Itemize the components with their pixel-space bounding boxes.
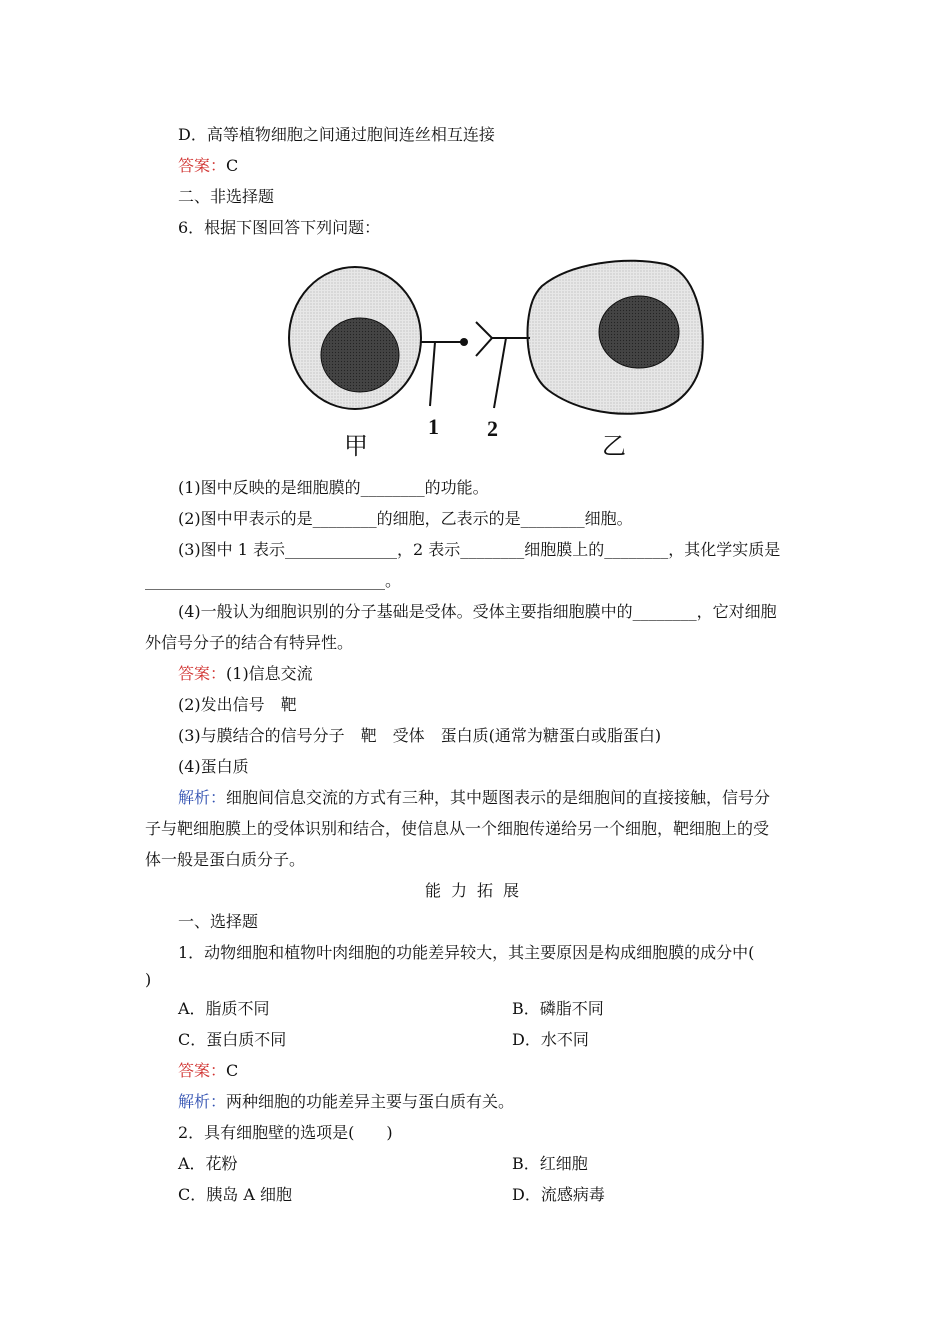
q6-part4-line1: (4)一般认为细胞识别的分子基础是受体。受体主要指细胞膜中的________，它对细胞 [178,602,777,621]
section-heading: 能力拓展 [424,881,529,900]
q1-answer-line [178,1061,238,1081]
nucleus-left [321,318,399,392]
q1-option-a: A．脂质不同 [178,999,270,1018]
question-6: 6．根据下图回答下列问题： [178,218,381,237]
answer-label: 答案： [178,156,227,175]
q1-analysis-label: 解析： [178,1092,227,1111]
q6-answer-4: (4)蛋白质 [178,757,249,776]
q6-answer-label: 答案： [178,664,227,683]
q1-answer-value: C [226,1061,239,1080]
section-subtitle: 一、选择题 [178,912,259,931]
pointer-1-label: 1 [428,414,439,439]
q6-part3-line2: ______________________________。 [145,571,402,590]
q6-analysis-text-1: 细胞间信息交流的方式有三种，其中题图表示的是细胞间的直接接触，信号分 [226,788,771,807]
cell-right-label: 乙 [602,432,626,460]
cell-left-label: 甲 [344,432,368,460]
q1-answer-label: 答案： [178,1061,227,1080]
q1-stem-line2: ) [145,970,152,989]
receptor [476,322,530,408]
q6-analysis-line1 [178,788,770,808]
q1-stem-line1: 1．动物细胞和植物叶肉细胞的功能差异较大，其主要原因是构成细胞膜的成分中( [178,943,755,962]
q1-analysis-line [178,1092,514,1112]
q2-stem: 2．具有细胞壁的选项是( ) [178,1123,393,1142]
nucleus-right [599,296,679,368]
q6-analysis-text-3: 体一般是蛋白质分子。 [145,850,306,869]
cell-left [289,267,421,409]
answer-value: C [226,156,239,175]
q6-answer-line1 [178,664,313,684]
q2-option-a: A．花粉 [178,1154,238,1173]
answer-line [178,156,238,176]
section-title: 二、非选择题 [178,187,275,206]
q1-option-c: C．蛋白质不同 [178,1030,287,1049]
q1-analysis-text: 两种细胞的功能差异主要与蛋白质有关。 [226,1092,515,1111]
q6-answer-3: (3)与膜结合的信号分子 靶 受体 蛋白质(通常为糖蛋白或脂蛋白) [178,726,662,745]
q2-option-c: C．胰岛 A 细胞 [178,1185,292,1204]
option-d: D．高等植物细胞之间通过胞间连丝相互连接 [178,125,495,144]
q6-part2: (2)图中甲表示的是________的细胞，乙表示的是________细胞。 [178,509,633,528]
q6-analysis-text-2: 子与靶细胞膜上的受体识别和结合，使信息从一个细胞传递给另一个细胞，靶细胞上的受 [145,819,770,838]
cell-right [528,261,703,414]
signal-molecule [420,338,468,406]
q6-answer-2: (2)发出信号 靶 [178,695,297,714]
q2-option-d: D．流感病毒 [512,1185,605,1204]
q2-option-b: B．红细胞 [512,1154,588,1173]
cell-signaling-figure [280,258,710,468]
pointer-2-label: 2 [487,416,498,441]
q6-part1: (1)图中反映的是细胞膜的________的功能。 [178,478,489,497]
q6-part4-line2: 外信号分子的结合有特异性。 [145,633,354,652]
q6-analysis-label: 解析： [178,788,227,807]
q1-option-b: B．磷脂不同 [512,999,604,1018]
q1-option-d: D．水不同 [512,1030,589,1049]
q6-answer-1: (1)信息交流 [226,664,313,683]
q6-part3-line1: (3)图中 1 表示______________，2 表示________细胞膜上的________，其化学实质是 [178,540,781,559]
